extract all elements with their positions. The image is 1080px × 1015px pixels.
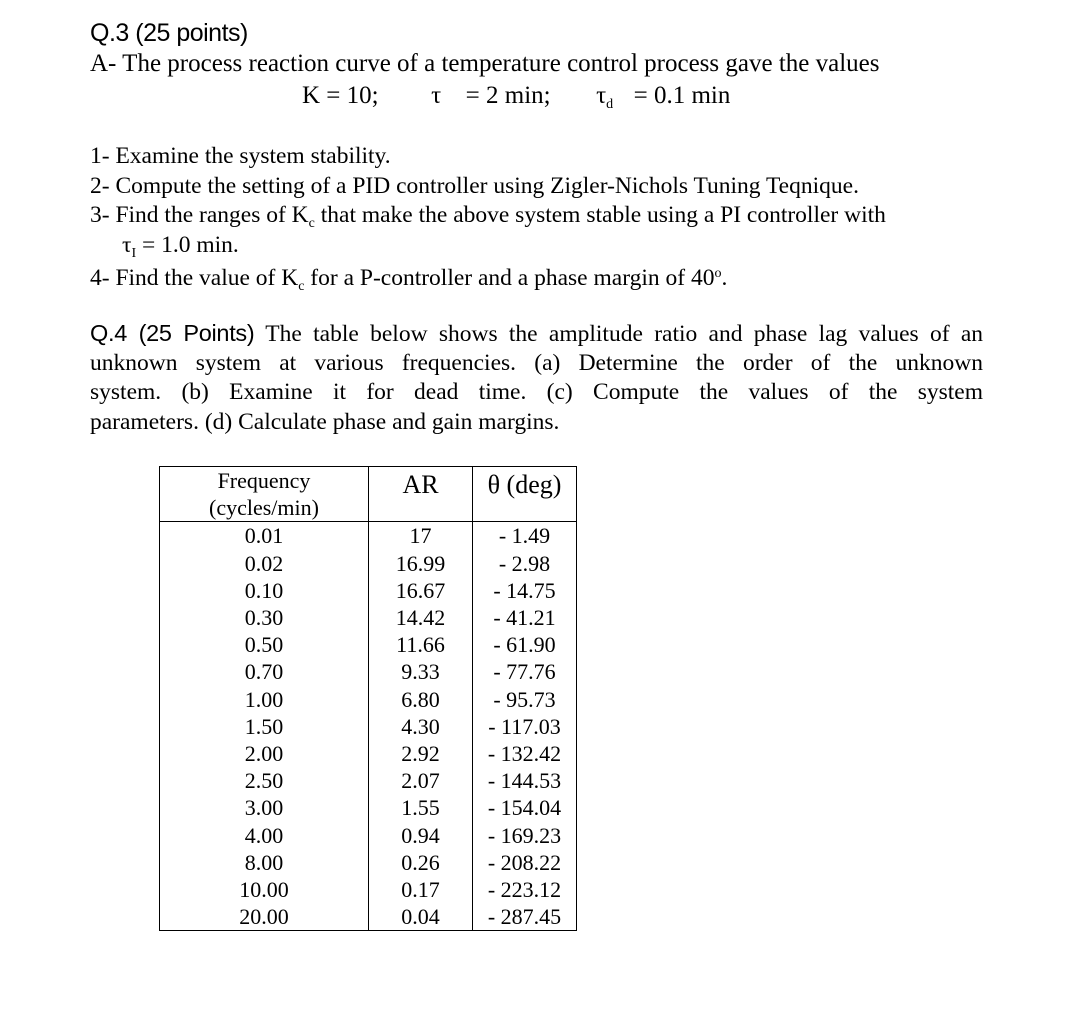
cell-ar: 0.17 [369,876,473,903]
q4-line-2: unknown system at various frequencies. (a) Determine the order of the unknown [90,350,983,376]
header-ar: AR [369,467,473,522]
q3-item-4: 4- Find the value of $K_c$ for a P-controller and a phase margin of 40$^o$. [90,265,728,294]
q3-parameters [302,81,730,120]
table-row [160,903,577,931]
cell-theta: - 95.73 [473,686,577,713]
cell-freq: 0.01 [160,522,369,550]
cell-ar: 0.26 [369,849,473,876]
table-row [160,794,577,821]
cell-theta: - 41.21 [473,604,577,631]
cell-freq: 0.30 [160,604,369,631]
cell-freq: 20.00 [160,903,369,931]
cell-theta: - 208.22 [473,849,577,876]
table-row [160,849,577,876]
table-row [160,631,577,658]
cell-ar: 14.42 [369,604,473,631]
table-header-row [160,467,577,522]
cell-ar: 6.80 [369,686,473,713]
q4-line-3: system. (b) Examine it for dead time. (c) Compute the values of the system [90,379,983,405]
cell-freq: 10.00 [160,876,369,903]
cell-ar: 0.04 [369,903,473,931]
table-row [160,686,577,713]
cell-ar: 16.67 [369,577,473,604]
q3-item-1: 1- Examine the system stability. [90,143,391,169]
table-row [160,522,577,550]
cell-theta: - 117.03 [473,713,577,740]
cell-ar: 4.30 [369,713,473,740]
cell-theta: - 169.23 [473,822,577,849]
cell-theta: - 287.45 [473,903,577,931]
cell-theta: - 144.53 [473,767,577,794]
q4-heading: Q.4 (25 Points) [90,320,255,346]
param-tau-value: = 2 min; [465,82,551,109]
q3-item-2: 2- Compute the setting of a PID controller using Zigler-Nichols Tuning Teqnique. [90,173,859,199]
table-row [160,876,577,903]
cell-freq: 0.70 [160,658,369,685]
cell-theta: - 61.90 [473,631,577,658]
cell-freq: 0.02 [160,550,369,577]
table-row [160,577,577,604]
cell-theta: - 132.42 [473,740,577,767]
table-row [160,713,577,740]
table-row [160,550,577,577]
cell-freq: 8.00 [160,849,369,876]
q4-line-1: Q.4 (25 Points) The table below shows the amplitude ratio and phase lag values of an [90,320,984,347]
q3-heading: Q.3 (25 points) [90,19,248,47]
header-theta: θ (deg) [473,467,577,522]
cell-ar: 16.99 [369,550,473,577]
param-tau-symbol: τ [431,82,442,109]
cell-freq: 3.00 [160,794,369,821]
table-row [160,658,577,685]
cell-freq: 4.00 [160,822,369,849]
frequency-response-table [159,466,577,931]
cell-freq: 1.50 [160,713,369,740]
cell-freq: 0.50 [160,631,369,658]
cell-theta: - 223.12 [473,876,577,903]
table-row [160,604,577,631]
cell-theta: - 77.76 [473,658,577,685]
table-row [160,822,577,849]
cell-theta: - 14.75 [473,577,577,604]
table-row [160,767,577,794]
param-taud-symbol: τ [596,82,607,109]
q3-item-3-continued: $\tau_I = 1.0$ min. [122,232,239,261]
param-taud-value: = 0.1 min [633,82,731,109]
cell-theta: - 154.04 [473,794,577,821]
cell-ar: 9.33 [369,658,473,685]
cell-theta: - 2.98 [473,550,577,577]
header-frequency: Frequency (cycles/min) [160,467,369,522]
q3-intro: A- The process reaction curve of a temperature control process gave the values [90,50,880,77]
param-k: K = 10; [302,82,379,109]
table-row [160,740,577,767]
cell-theta: - 1.49 [473,522,577,550]
cell-freq: 0.10 [160,577,369,604]
cell-freq: 1.00 [160,686,369,713]
cell-ar: 17 [369,522,473,550]
cell-ar: 0.94 [369,822,473,849]
cell-ar: 1.55 [369,794,473,821]
q3-item-3: 3- Find the ranges of $K_c$ that make the above system stable using a PI controller with [90,202,886,231]
cell-freq: 2.00 [160,740,369,767]
cell-ar: 2.92 [369,740,473,767]
cell-ar: 2.07 [369,767,473,794]
q4-line-4: parameters. (d) Calculate phase and gain margins. [90,409,560,435]
cell-freq: 2.50 [160,767,369,794]
cell-ar: 11.66 [369,631,473,658]
param-taud-subscript: d [606,97,614,112]
